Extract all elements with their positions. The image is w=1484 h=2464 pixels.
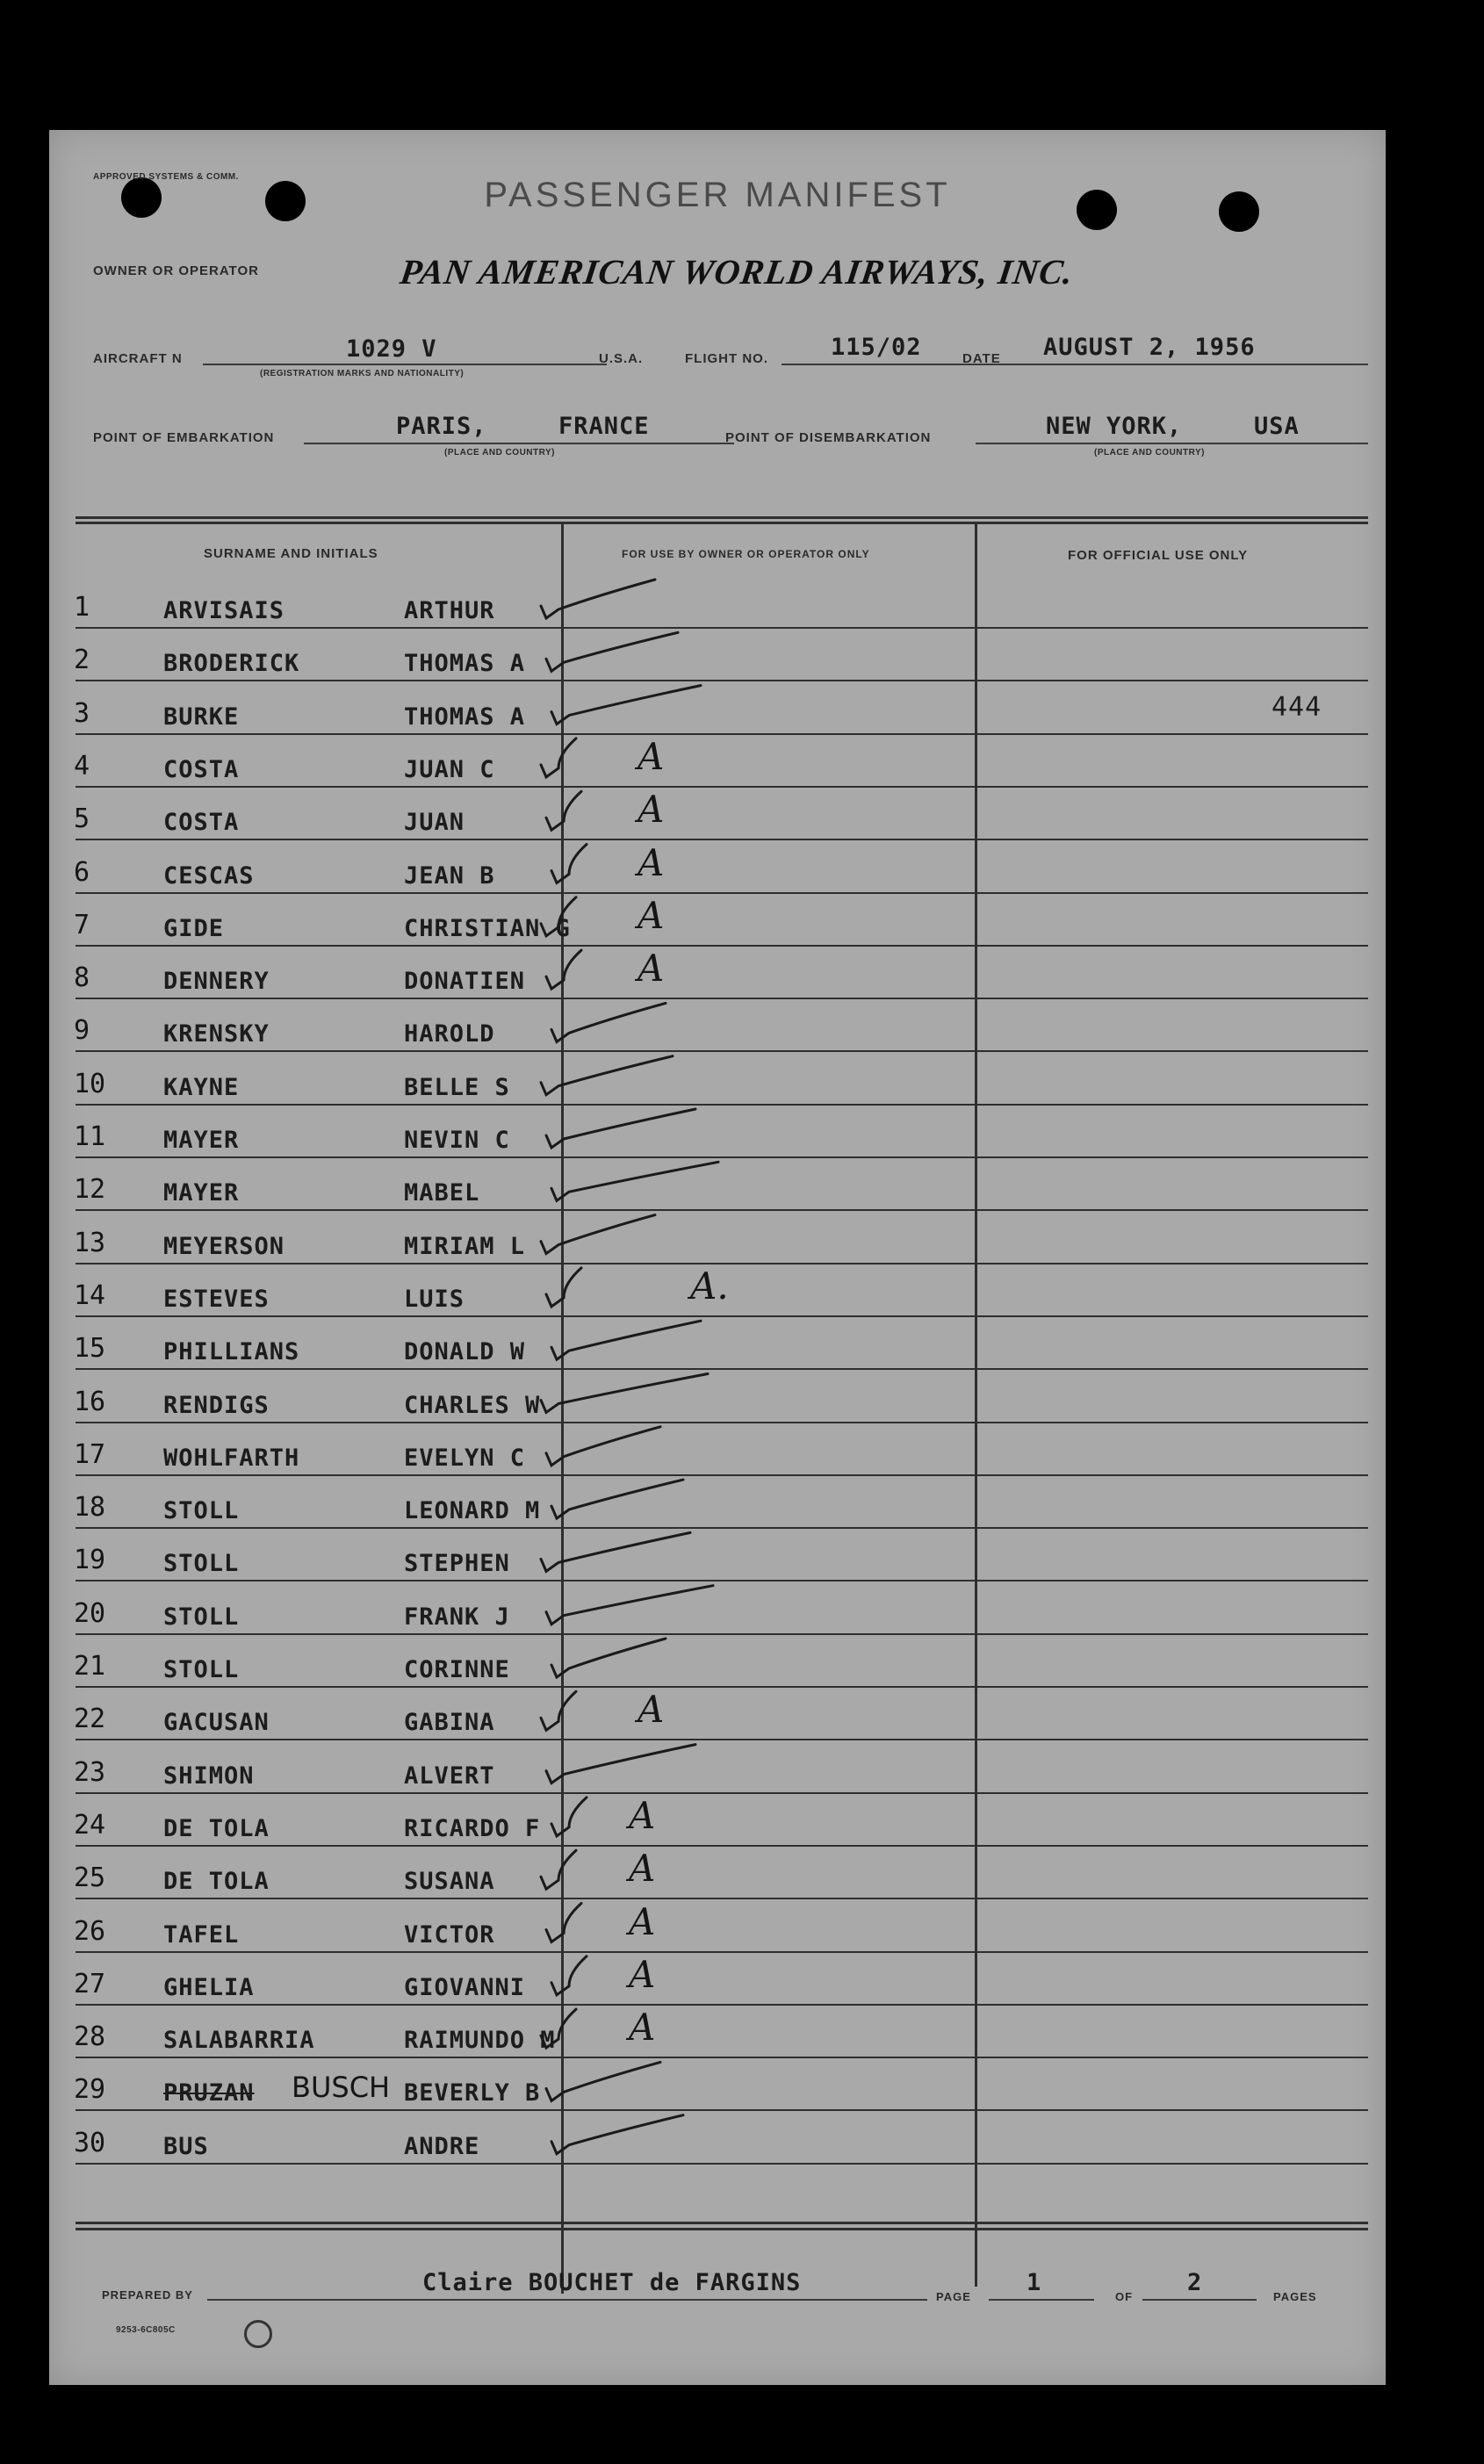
form-code: 9253-6C805C <box>116 2325 176 2335</box>
prepared-by: Claire BOUCHET de FARGINS <box>422 2269 802 2296</box>
embark-city: PARIS, <box>396 413 487 440</box>
underline <box>1006 364 1368 365</box>
row-number: 13 <box>74 1227 106 1258</box>
row-number: 27 <box>74 1968 106 1999</box>
row-number: 12 <box>74 1174 106 1206</box>
of-label: OF <box>1115 2290 1134 2303</box>
flight-label: FLIGHT NO. <box>685 351 768 366</box>
row-number: 23 <box>74 1756 106 1788</box>
passenger-surname: BURKE <box>163 702 240 731</box>
row-rule <box>76 786 1368 788</box>
row-number: 21 <box>74 1651 106 1682</box>
passenger-surname: BUS <box>163 2132 209 2160</box>
row-rule <box>76 1951 1368 1953</box>
official-note: 444 <box>1271 692 1322 723</box>
passenger-given-name: HAROLD <box>404 1020 495 1048</box>
check-mark <box>551 1162 718 1200</box>
underline <box>304 443 734 444</box>
row-number: 26 <box>74 1915 106 1947</box>
row-rule <box>76 1580 1368 1581</box>
row-rule <box>76 733 1368 735</box>
passenger-given-name: MABEL <box>404 1179 480 1207</box>
passenger-given-name: LUIS <box>404 1285 465 1313</box>
row-rule <box>76 945 1368 947</box>
passenger-surname: COSTA <box>163 809 240 837</box>
passenger-given-name: ANDRE <box>404 2132 480 2160</box>
handwritten-annotation: A <box>638 788 665 832</box>
row-rule <box>76 680 1368 681</box>
passenger-surname: MAYER <box>163 1127 240 1154</box>
page-number: 1 <box>1027 2269 1042 2296</box>
check-mark <box>551 1321 701 1359</box>
page-label: PAGE <box>936 2290 971 2303</box>
surname-correction: BUSCH <box>292 2071 391 2105</box>
passenger-surname: STOLL <box>163 1603 240 1631</box>
passenger-given-name: CHRISTIAN G <box>404 914 571 942</box>
passenger-given-name: JUAN <box>404 809 465 837</box>
passenger-given-name: FRANK J <box>404 1603 510 1631</box>
check-mark <box>546 791 581 830</box>
passenger-given-name: CORINNE <box>404 1656 510 1683</box>
check-mark <box>541 1374 708 1413</box>
passenger-given-name: GIOVANNI <box>404 1973 526 2001</box>
total-pages: 2 <box>1187 2269 1203 2296</box>
aircraft-value: 1029 V <box>346 335 437 363</box>
passenger-given-name: JEAN B <box>404 861 495 890</box>
passenger-given-name: CHARLES W <box>404 1391 541 1419</box>
owner-label: OWNER OR OPERATOR <box>93 263 259 278</box>
row-number: 2 <box>74 645 90 676</box>
row-rule <box>76 892 1368 894</box>
passenger-given-name: NEVIN C <box>404 1127 510 1154</box>
passenger-surname: MAYER <box>163 1179 240 1207</box>
table-bottom-rule <box>76 2228 1368 2230</box>
handwritten-annotation: A <box>638 893 665 937</box>
handwritten-annotation: A <box>629 1793 656 1837</box>
check-mark <box>541 580 655 618</box>
row-number: 22 <box>74 1704 106 1735</box>
embark-country: FRANCE <box>558 413 650 440</box>
row-rule <box>76 1050 1368 1052</box>
underline <box>989 2299 1094 2301</box>
passenger-surname: WOHLFARTH <box>163 1444 300 1472</box>
date-value: AUGUST 2, 1956 <box>1043 334 1256 361</box>
row-rule <box>76 1527 1368 1529</box>
row-rule <box>76 2004 1368 2006</box>
aircraft-sub: (REGISTRATION MARKS AND NATIONALITY) <box>260 369 465 378</box>
disembark-label: POINT OF DISEMBARKATION <box>725 430 932 445</box>
usa-label: U.S.A. <box>599 351 644 366</box>
table-top-rule <box>76 522 1368 524</box>
row-number: 6 <box>74 856 90 888</box>
row-number: 16 <box>74 1386 106 1417</box>
row-rule <box>76 1845 1368 1847</box>
passenger-given-name: DONATIEN <box>404 968 526 996</box>
row-number: 15 <box>74 1333 106 1365</box>
table-bottom-rule <box>76 2222 1368 2224</box>
check-mark <box>541 1691 576 1730</box>
row-number: 3 <box>74 697 90 729</box>
underline <box>207 2299 927 2301</box>
passenger-given-name: BELLE S <box>404 1073 510 1101</box>
check-mark <box>551 2115 683 2154</box>
handwritten-annotation: A <box>629 1899 656 1943</box>
handwritten-annotation: A <box>629 2006 656 2050</box>
row-rule <box>76 1686 1368 1688</box>
row-number: 4 <box>74 750 90 782</box>
row-number: 14 <box>74 1279 106 1311</box>
approved-stamp: APPROVED SYSTEMS & COMM. <box>93 172 239 182</box>
row-number: 20 <box>74 1597 106 1629</box>
row-rule <box>76 1474 1368 1476</box>
passenger-given-name: EVELYN C <box>404 1444 526 1472</box>
passenger-surname: KAYNE <box>163 1073 240 1101</box>
check-mark <box>541 1850 576 1889</box>
check-mark <box>551 845 587 883</box>
handwritten-annotation: A <box>638 1688 665 1732</box>
embark-sub: (PLACE AND COUNTRY) <box>444 448 555 457</box>
passenger-surname: GACUSAN <box>163 1709 270 1737</box>
check-mark <box>551 1956 587 1995</box>
row-rule <box>76 1792 1368 1794</box>
passenger-given-name: ALVERT <box>404 1762 495 1790</box>
check-mark <box>551 686 701 724</box>
row-rule <box>76 839 1368 840</box>
passenger-surname: STOLL <box>163 1550 240 1578</box>
col-owner-header: FOR USE BY OWNER OR OPERATOR ONLY <box>622 548 870 560</box>
passenger-surname: PHILLIANS <box>163 1338 300 1366</box>
row-rule <box>76 2163 1368 2165</box>
row-number: 8 <box>74 962 90 994</box>
passenger-surname: STOLL <box>163 1656 240 1683</box>
check-mark <box>551 1639 666 1677</box>
passenger-given-name: RAIMUNDO M <box>404 2027 556 2055</box>
check-mark <box>551 1003 666 1041</box>
row-number: 9 <box>74 1015 90 1047</box>
row-number: 17 <box>74 1438 106 1470</box>
row-number: 29 <box>74 2074 106 2106</box>
table-top-rule <box>76 516 1368 519</box>
col-official-header: FOR OFFICIAL USE ONLY <box>1068 548 1249 563</box>
check-mark <box>551 1480 683 1518</box>
row-number: 1 <box>74 592 90 623</box>
passenger-given-name: JUAN C <box>404 755 495 783</box>
embark-label: POINT OF EMBARKATION <box>93 430 275 445</box>
passenger-surname: COSTA <box>163 755 240 783</box>
passenger-surname: MEYERSON <box>163 1232 285 1260</box>
col-names-header: SURNAME AND INITIALS <box>204 546 378 561</box>
row-number: 30 <box>74 2127 106 2158</box>
row-number: 24 <box>74 1809 106 1841</box>
row-number: 28 <box>74 2021 106 2053</box>
prepared-label: PREPARED BY <box>102 2288 193 2302</box>
passenger-surname: DE TOLA <box>163 1814 270 1842</box>
row-rule <box>76 1633 1368 1635</box>
check-mark <box>546 1268 581 1307</box>
row-rule <box>76 1898 1368 1899</box>
row-rule <box>76 1315 1368 1317</box>
passenger-given-name: GABINA <box>404 1709 495 1737</box>
passenger-given-name: DONALD W <box>404 1338 526 1366</box>
row-rule <box>76 1368 1368 1370</box>
passenger-given-name: ARTHUR <box>404 597 495 624</box>
row-number: 7 <box>74 909 90 940</box>
passenger-given-name: SUSANA <box>404 1868 495 1896</box>
check-mark <box>546 1745 695 1783</box>
aircraft-label: AIRCRAFT N <box>93 351 183 366</box>
row-rule <box>76 1104 1368 1106</box>
passenger-surname: STOLL <box>163 1497 240 1525</box>
check-mark <box>551 1798 587 1836</box>
passenger-surname: SHIMON <box>163 1762 255 1790</box>
passenger-surname: TAFEL <box>163 1920 240 1949</box>
passenger-surname: CESCAS <box>163 861 255 890</box>
check-mark <box>546 1904 581 1942</box>
check-mark <box>546 1109 695 1148</box>
handwritten-annotation: A <box>638 947 665 991</box>
passenger-surname: PRUZAN <box>163 2079 255 2107</box>
check-mark <box>541 1215 655 1254</box>
pages-label: PAGES <box>1273 2290 1317 2303</box>
disembark-city: NEW YORK, <box>1046 413 1183 440</box>
passenger-surname: RENDIGS <box>163 1391 270 1419</box>
handwritten-annotation: A. <box>690 1264 729 1308</box>
passenger-surname: KRENSKY <box>163 1020 270 1048</box>
passenger-surname: ARVISAIS <box>163 597 285 624</box>
row-rule <box>76 2109 1368 2111</box>
check-mark <box>546 1586 713 1625</box>
row-rule <box>76 1422 1368 1423</box>
row-number: 18 <box>74 1492 106 1524</box>
airline-name: PAN AMERICAN WORLD AIRWAYS, INC. <box>397 252 1077 292</box>
passenger-given-name: STEPHEN <box>404 1550 510 1578</box>
passenger-surname: DENNERY <box>163 968 270 996</box>
manifest-sheet <box>49 130 1386 2385</box>
row-number: 5 <box>74 803 90 835</box>
row-rule <box>76 1739 1368 1740</box>
disembark-country: USA <box>1254 413 1300 440</box>
passenger-given-name: MIRIAM L <box>404 1232 526 1260</box>
handwritten-annotation: A <box>629 1847 656 1891</box>
passenger-given-name: BEVERLY B <box>404 2079 541 2107</box>
row-rule <box>76 998 1368 999</box>
row-rule <box>76 1209 1368 1211</box>
passenger-given-name: LEONARD M <box>404 1497 541 1525</box>
passenger-surname: SALABARRIA <box>163 2027 315 2055</box>
disembark-sub: (PLACE AND COUNTRY) <box>1094 448 1205 457</box>
passenger-surname: GIDE <box>163 914 225 942</box>
passenger-surname: ESTEVES <box>163 1285 270 1313</box>
flight-value: 115/02 <box>831 334 922 361</box>
passenger-given-name: THOMAS A <box>404 650 526 678</box>
underline <box>203 364 607 365</box>
row-number: 19 <box>74 1545 106 1576</box>
row-rule <box>76 2057 1368 2058</box>
row-rule <box>76 627 1368 629</box>
underline <box>976 443 1368 444</box>
handwritten-annotation: A <box>638 734 665 778</box>
passenger-given-name: THOMAS A <box>404 702 526 731</box>
row-number: 25 <box>74 1862 106 1894</box>
passenger-surname: DE TOLA <box>163 1868 270 1896</box>
check-mark <box>546 632 678 671</box>
row-number: 10 <box>74 1068 106 1099</box>
passenger-given-name: RICARDO F <box>404 1814 541 1842</box>
row-rule <box>76 1156 1368 1158</box>
check-mark <box>546 950 581 989</box>
underline <box>1142 2299 1257 2301</box>
handwritten-annotation: A <box>638 840 665 884</box>
passenger-surname: BRODERICK <box>163 650 300 678</box>
row-number: 11 <box>74 1121 106 1152</box>
passenger-given-name: VICTOR <box>404 1920 495 1949</box>
handwritten-annotation: A <box>629 1952 656 1996</box>
date-label: DATE <box>962 351 1001 366</box>
check-mark <box>541 738 576 777</box>
passenger-surname: GHELIA <box>163 1973 255 2001</box>
page-title: PASSENGER MANIFEST <box>484 176 951 214</box>
union-bug-icon <box>244 2320 272 2348</box>
